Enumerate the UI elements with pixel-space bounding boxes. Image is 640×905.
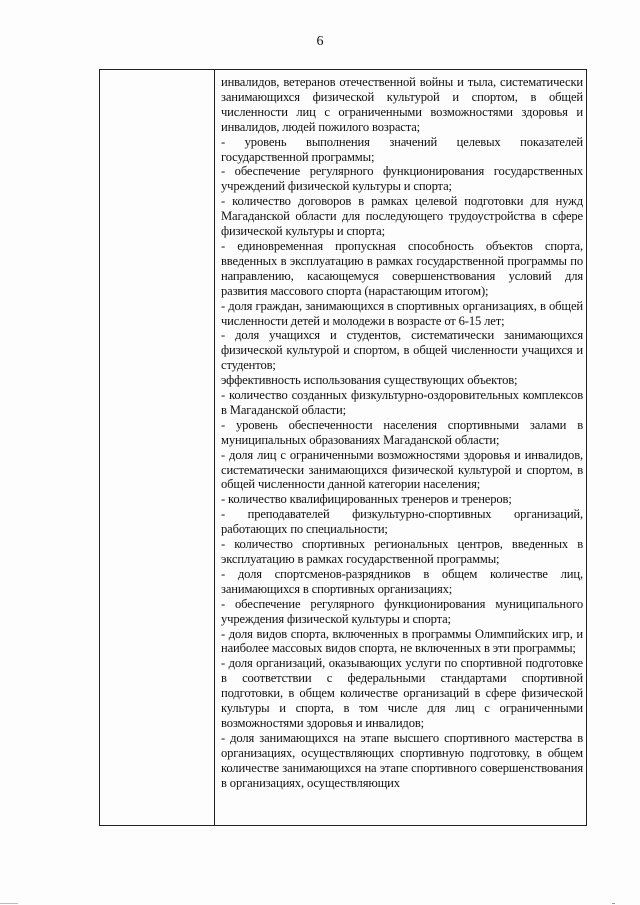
paragraph: - доля учащихся и студентов, систематически занимающихся физической культурой и спортом, в общей численности учащихся и студентов; (221, 328, 583, 373)
paragraph: - количество договоров в рамках целевой подготовки для нужд Магаданской области для последующего трудоустройства в сфере физической культуры и спорта; (221, 194, 583, 239)
paragraph: - единовременная пропускная способность объектов спорта, введенных в эксплуатацию в рамках государственной программы по направлению, касающемуся совершенствования условий для развития массового спорта (нарастающим итогом); (221, 238, 583, 298)
scan-speck (612, 903, 615, 904)
paragraph: - доля организаций, оказывающих услуги по спортивной подготовке в соответствии с федеральными стандартами спортивной подготовки, в общем количестве организаций в сфере физической культуры и спорта, в том числе для лиц с ограниченными возможностями здоровья и инвалидов; (221, 656, 583, 730)
paragraph: - количество созданных физкультурно-оздоровительных комплексов в Магаданской области; (221, 388, 583, 417)
paragraph: - уровень выполнения значений целевых показателей государственной программы; (221, 134, 583, 164)
paragraph: - обеспечение регулярного функционирования государственных учреждений физической культуры и спорта; (221, 164, 583, 194)
paragraph: - количество спортивных региональных центров, введенных в эксплуатацию в рамках государственной программы; (221, 537, 583, 566)
paragraph: - доля лиц с ограниченными возможностями здоровья и инвалидов, систематически занимающихся физической культурой и спортом, в общей численности данной категории населения; (221, 447, 583, 492)
table-column-divider (214, 69, 215, 826)
table-text-column (221, 75, 583, 791)
scan-edge-mark (0, 903, 18, 904)
paragraph: - доля граждан, занимающихся в спортивных организациях, в общей численности детей и молодежи в возрасте от 6-15 лет; (221, 298, 583, 328)
paragraph: - доля спортсменов-разрядников в общем количестве лиц, занимающихся в спортивных организациях; (221, 566, 583, 596)
paragraph: - обеспечение регулярного функционирования муниципального учреждения физической культуры и спорта; (221, 596, 583, 626)
paragraph: - преподавателей физкультурно-спортивных организаций, работающих по специальности; (221, 507, 583, 537)
paragraph: - доля занимающихся на этапе высшего спортивного мастерства в организациях, осуществляющих спортивную подготовку, в общем количестве занимающихся на этапе спортивного совершенствования в организациях, осуществляющих (221, 730, 583, 790)
paragraph: - уровень обеспеченности населения спортивными залами в муниципальных образованиях Магаданской области; (221, 417, 583, 447)
paragraph: инвалидов, ветеранов отечественной войны и тыла, систематически занимающихся физической культурой и спортом, в общей численности лиц с ограниченными возможностями здоровья и инвалидов, людей пожилого возраста; (221, 75, 583, 134)
paragraph: эффективность использования существующих объектов; (221, 373, 518, 388)
paragraph: - доля видов спорта, включенных в программы Олимпийских игр, и наиболее массовых видов спорта, не включенных в эти программы; (221, 626, 583, 656)
page-number: 6 (316, 34, 324, 49)
paragraph: - количество квалифицированных тренеров и тренеров; (221, 492, 512, 507)
